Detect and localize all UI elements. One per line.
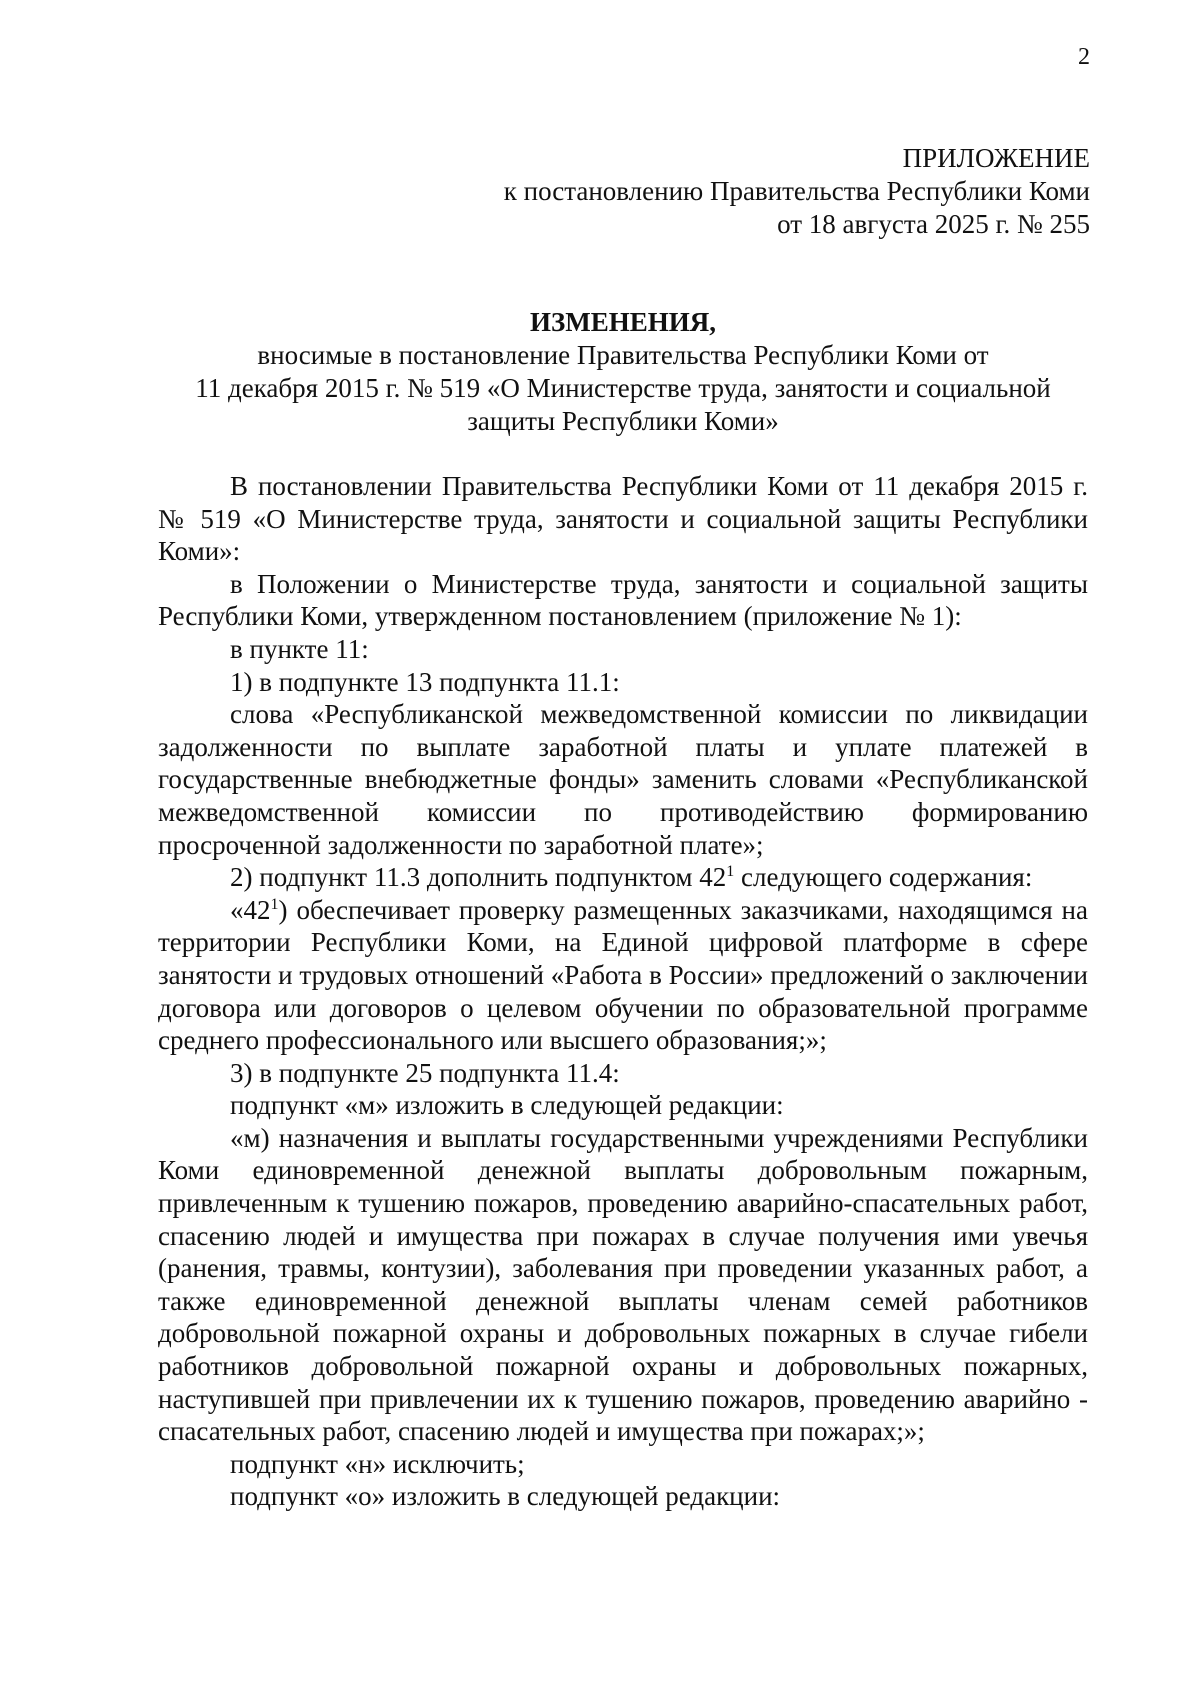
appendix-date-number: от 18 августа 2025 г. № 255 <box>777 209 1090 239</box>
item-2-text-after: следующего содержания: <box>734 862 1033 893</box>
title-subtitle-line1: вносимые в постановление Правительства Республики Коми от <box>257 340 989 370</box>
paragraph-subitem-m: «м) назначения и выплаты государственными учреждениями Республики Коми единовременной денежной выплаты добровольным пожарным, привлеченным к тушению пожаров, проведению аварийно-спасательных работ, спасению людей и имущества при пожарах в случае получения ими увечья (ранения, травмы, контузии), заболевания при проведении указанных работ, а также единовременной денежной выплаты членам семей работников добровольной пожарной охраны и добровольных пожарных в случае гибели работников добровольной пожарной охраны и добровольных пожарных, наступившей при привлечении их к тушению пожаров, проведению аварийно - спасательных работ, спасению людей и имущества при пожарах;»; <box>158 1122 1088 1447</box>
title-subtitle-line3: защиты Республики Коми» <box>467 406 779 436</box>
document-title <box>158 306 1088 438</box>
paragraph-point-11: в пункте 11: <box>230 633 369 664</box>
paragraph-item-3: 3) в подпункте 25 подпункта 11.4: <box>230 1057 620 1088</box>
item-2-superscript: 1 <box>726 863 735 881</box>
subitem-42-text-after: ) обеспечивает проверку размещенных заказчиками, находящимся на территории Республики Коми, на Единой цифровой платформе в сфере занятости и трудовых отношений «Работа в России» предложений о заключении договора или договоров о целевом обучении по образовательной программе среднего профессионального или высшего образования;»; <box>158 894 1088 1056</box>
appendix-reference: к постановлению Правительства Республики Коми <box>503 176 1090 206</box>
paragraph-item-2 <box>158 861 1088 894</box>
paragraph-subitem-42-1 <box>158 894 1088 1057</box>
title-subtitle-line2: 11 декабря 2015 г. № 519 «О Министерстве труда, занятости и социальной <box>195 373 1051 403</box>
appendix-label: ПРИЛОЖЕНИЕ <box>902 143 1090 173</box>
appendix-header <box>504 142 1090 241</box>
paragraph-subitem-n: подпункт «н» исключить; <box>230 1448 525 1479</box>
page-number: 2 <box>1078 44 1090 70</box>
paragraph-intro: В постановлении Правительства Республики Коми от 11 декабря 2015 г. № 519 «О Министерстве труда, занятости и социальной защиты Республики Коми»: <box>158 471 1088 567</box>
paragraph-words-replace: слова «Республиканской межведомственной комиссии по ликвидации задолженности по выплате заработной платы и уплате платежей в государственные внебюджетные фонды» заменить словами «Республиканской межведомственной комиссии по противодействию формированию просроченной задолженности по заработной плате»; <box>158 699 1088 860</box>
paragraph-regulation: в Положении о Министерстве труда, занятости и социальной защиты Республики Коми, утвержденном постановлением (приложение № 1): <box>158 568 1088 632</box>
paragraph-subitem-o: подпункт «о» изложить в следующей редакции: <box>230 1481 781 1512</box>
subitem-42-superscript: 1 <box>270 895 279 913</box>
document-body <box>158 470 1088 1513</box>
paragraph-subitem-m-intro: подпункт «м» изложить в следующей редакции: <box>230 1090 784 1121</box>
paragraph-item-1: 1) в подпункте 13 подпункта 11.1: <box>230 666 620 697</box>
item-2-text-before: 2) подпункт 11.3 дополнить подпунктом 42 <box>230 862 727 893</box>
subitem-42-text-before: «42 <box>230 894 271 925</box>
title-heading: ИЗМЕНЕНИЯ, <box>529 307 716 337</box>
